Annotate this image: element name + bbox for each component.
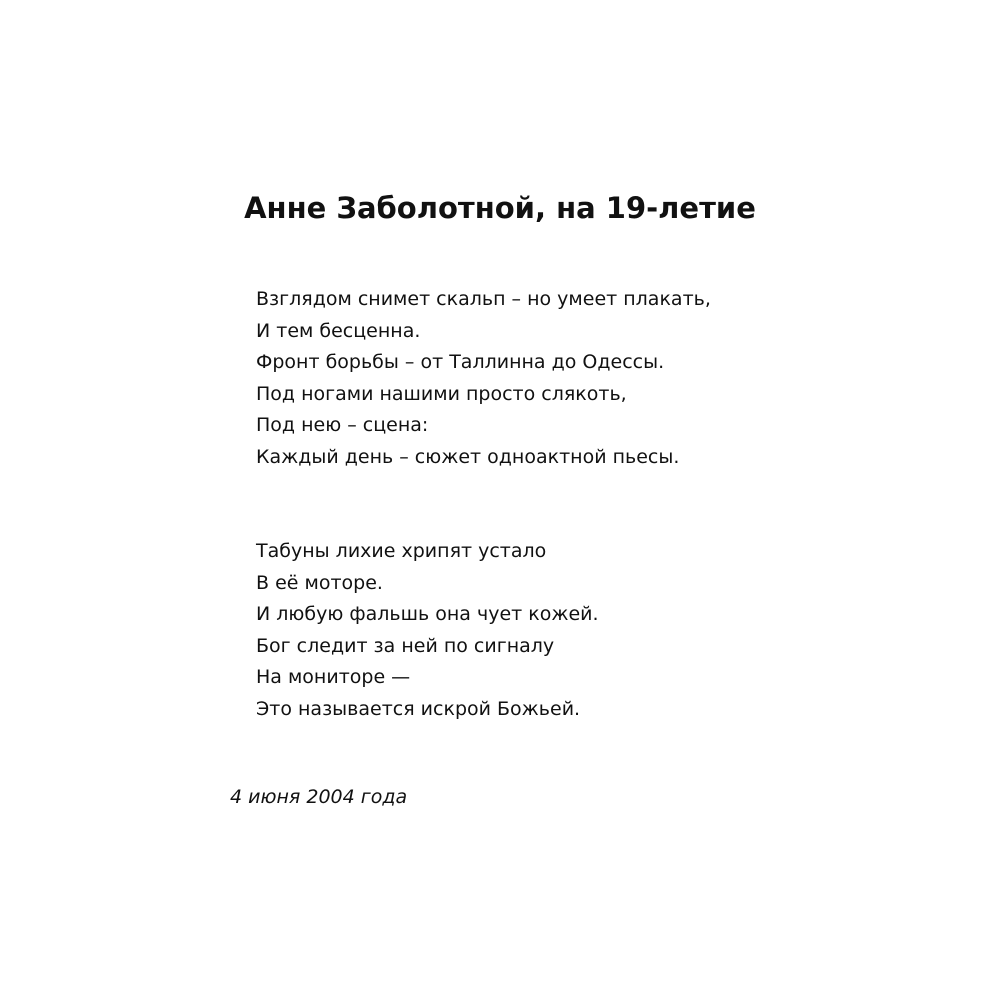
poem-line: И тем бесценна. bbox=[256, 319, 421, 342]
poem-line: Под нею – сцена: bbox=[256, 414, 429, 437]
poem-line: Каждый день – сюжет одноактной пьесы. bbox=[256, 445, 680, 468]
poem-line: Это называется искрой Божьей. bbox=[256, 697, 581, 720]
stanza-2 bbox=[256, 536, 599, 726]
poem-title: Анне Заболотной, на 19-летие bbox=[244, 191, 756, 225]
poem-line: Табуны лихие хрипят устало bbox=[256, 540, 547, 562]
poem-line: В её моторе. bbox=[256, 571, 383, 594]
stanza-1 bbox=[256, 284, 711, 474]
poem-line: На мониторе — bbox=[256, 666, 411, 689]
poem-line: И любую фальшь она чует кожей. bbox=[256, 603, 599, 626]
poem-date: 4 июня 2004 года bbox=[230, 786, 408, 808]
poem-line: Взглядом снимет скальп – но умеет плакать, bbox=[256, 288, 711, 310]
poem-line: Фронт борьбы – от Таллинна до Одессы. bbox=[256, 351, 665, 374]
poem-line: Под ногами нашими просто слякоть, bbox=[256, 382, 627, 405]
poem-line: Бог следит за ней по сигналу bbox=[256, 634, 555, 657]
